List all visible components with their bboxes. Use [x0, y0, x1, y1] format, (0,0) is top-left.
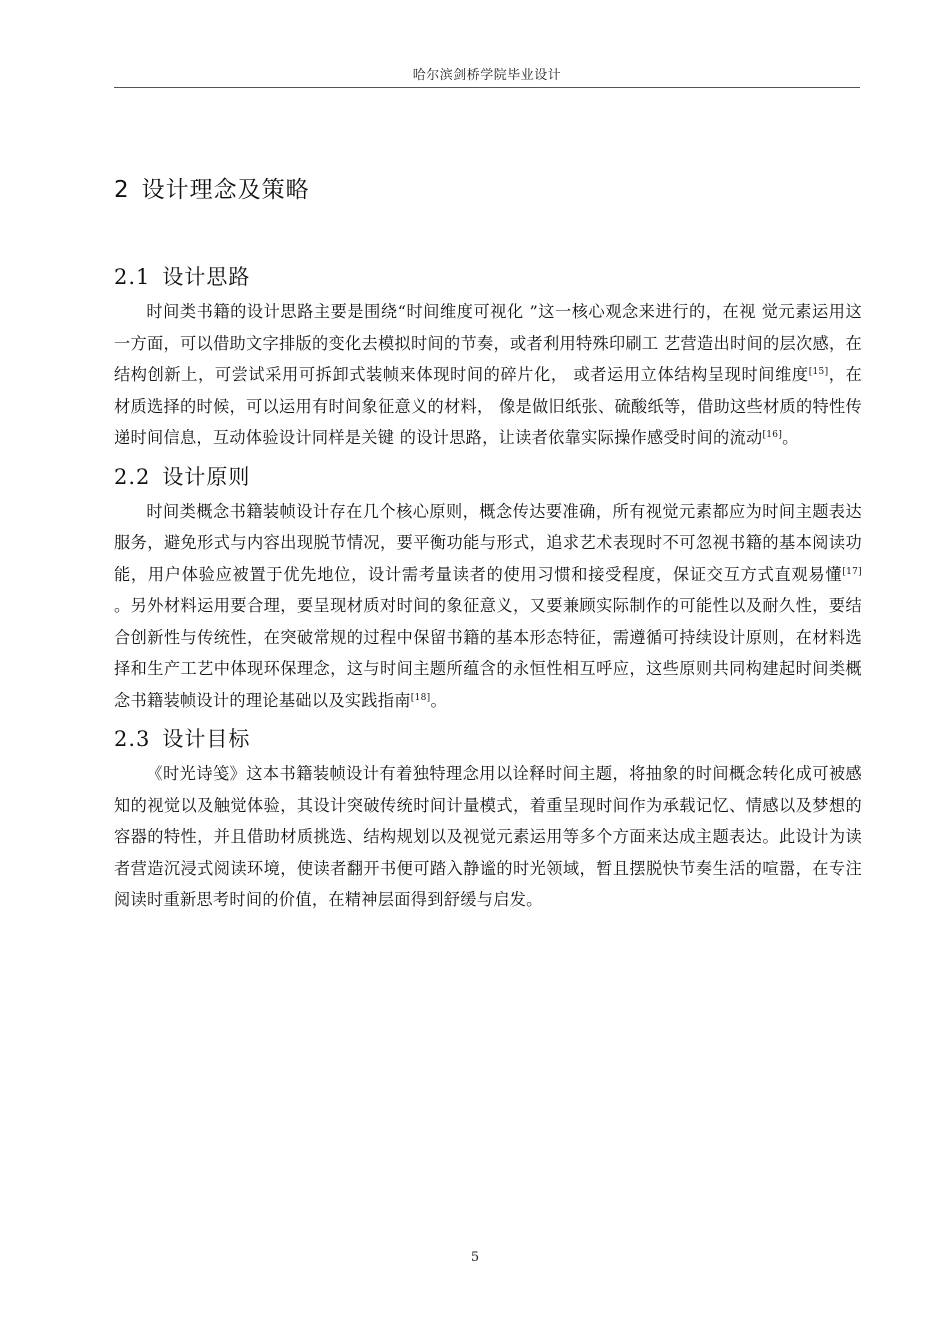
section-number: 2.1: [114, 265, 151, 289]
chapter-number: 2: [114, 177, 130, 203]
section-design-goals: [114, 722, 862, 916]
citation-ref[interactable]: [16]: [762, 430, 783, 440]
section-heading: [114, 722, 862, 756]
running-header: 哈尔滨剑桥学院毕业设计: [412, 68, 562, 83]
paragraph-text: 时间类书籍的设计思路主要是围绕“时间维度可视化 ”这一核心观念来进行的，在视 觉元素运用这一方面，可以借助文字排版的变化去模拟时间的节奏，或者利用特殊印刷工 艺营造出时间的层次感，在结构创新上，可尝试采用可拆卸式装帧来体现时间的碎片化， 或者运用立体结构呈现时间维度: [114, 302, 862, 384]
page-number: 5: [470, 1250, 480, 1265]
paragraph-text: ，在材质选择的时候，可以运用有时间象征意义的材料， 像是做旧纸张、硫酸纸等，借助这些材质的特性传递时间信息，互动体验设计同样是关键 的设计思路，让读者依靠实际操作感受时间的流动: [114, 365, 862, 447]
chapter-title-text: 设计理念及策略: [141, 177, 310, 203]
body-paragraph: 《时光诗笺》这本书籍装帧设计有着独特理念用以诠释时间主题，将抽象的时间概念转化成可被感知的视觉以及触觉体验，其设计突破传统时间计量模式，着重呈现时间作为承载记忆、情感以及梦想的容器的特性，并且借助材质挑选、结构规划以及视觉元素运用等多个方面来达成主题表达。此设计为读者营造沉浸式阅读环境，使读者翻开书便可踏入静谧的时光领域，暂且摆脱快节奏生活的喧嚣，在专注阅读时重新思考时间的价值，在精神层面得到舒缓与启发。: [114, 764, 862, 909]
section-design-principles: [114, 460, 862, 717]
citation-ref[interactable]: [15]: [808, 367, 829, 377]
citation-ref[interactable]: [17]: [842, 566, 862, 577]
section-title-text: 设计原则: [162, 464, 251, 489]
paragraph-text: 。: [782, 428, 799, 447]
section-title-text: 设计思路: [162, 265, 251, 289]
section-design-approach: [114, 260, 862, 454]
chapter-title: [114, 172, 862, 208]
paragraph-text: 。另外材料运用要合理，要呈现材质对时间的象征意义，又要兼顾实际制作的可能性以及耐久性，要结合创新性与传统性，在突破常规的过程中保留书籍的基本形态特征，需遵循可持续设计原则，在材料选择和生产工艺中体现环保理念，这与时间主题所蕴含的永恒性相互呼应，这些原则共同构建起时间类概念书籍装帧设计的理论基础以及实践指南: [114, 596, 862, 710]
body-paragraph: [114, 496, 862, 717]
section-number: 2.2: [114, 464, 151, 489]
paragraph-text: 。: [430, 690, 447, 710]
paragraph-text: 时间类概念书籍装帧设计存在几个核心原则，概念传达要准确，所有视觉元素都应为时间主题表达服务，避免形式与内容出现脱节情况，要平衡功能与形式，追求艺术表现时不可忽视书籍的基本阅读功能，用户体验应被置于优先地位，设计需考量读者的使用习惯和接受程度，保证交互方式直观易懂: [114, 501, 862, 584]
section-heading: [114, 260, 862, 294]
section-title-text: 设计目标: [162, 727, 251, 751]
page-content: [114, 172, 862, 922]
citation-ref[interactable]: [18]: [410, 692, 431, 703]
section-number: 2.3: [114, 727, 151, 751]
section-heading: [114, 460, 862, 494]
body-paragraph: [114, 296, 862, 454]
header-rule: [114, 87, 860, 88]
